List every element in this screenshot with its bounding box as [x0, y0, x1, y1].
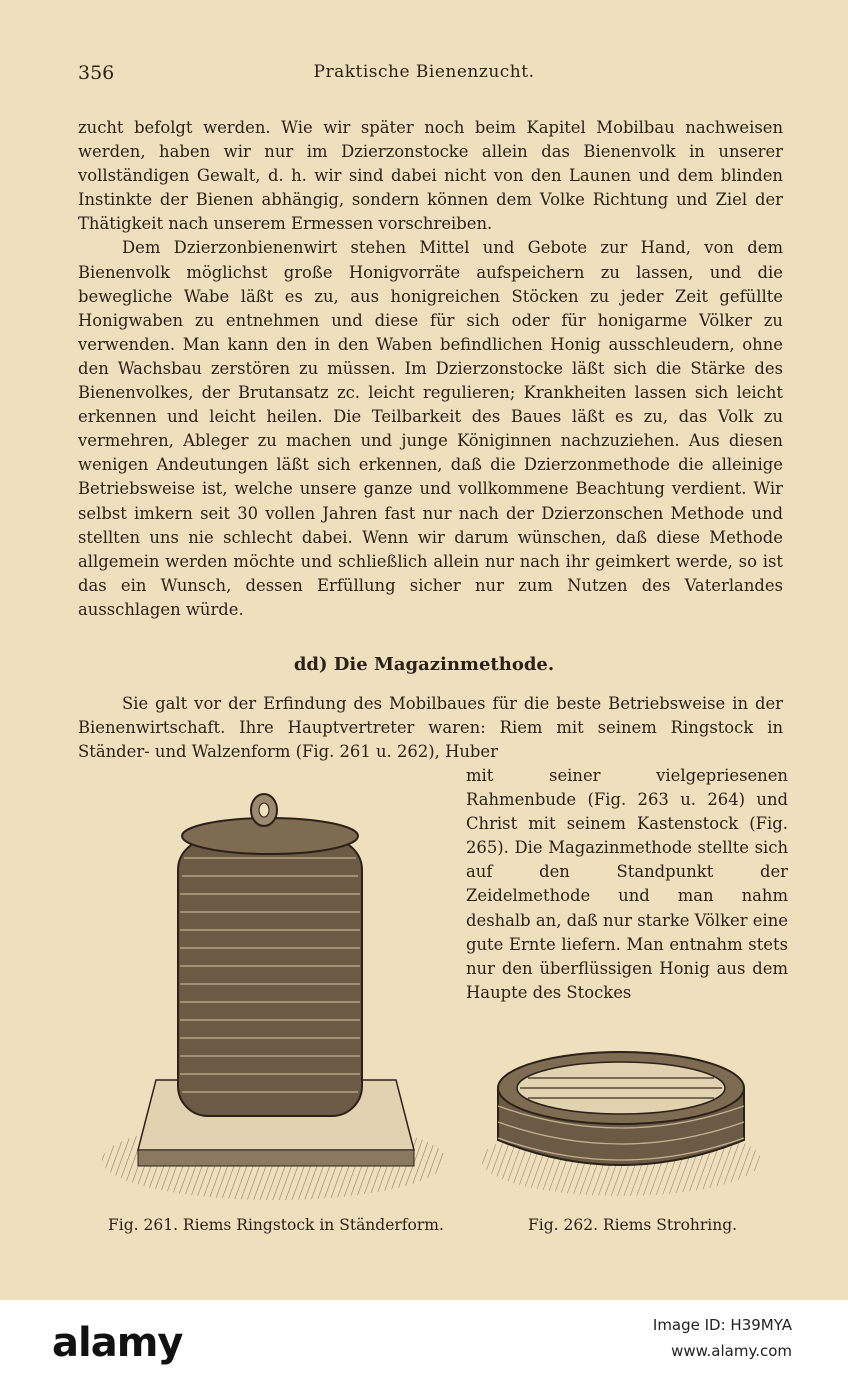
paragraph: Dem Dzierzonbienenwirt stehen Mittel und Gebote zur Hand, von dem Bienenvolk möglichst große Honigvorräte aufspeichern zu lassen, und die bewegliche Wabe läßt es zu, aus honigreichen Stöcken zu jeder Zeit gefüllte Honigwaben zu entnehmen und diese für sich oder für honigarme Völker zu verwenden. Man kann den in den Waben befindlichen Honig ausschleudern, ohne den Wachsbau zerstören zu müssen. Im Dzierzonstocke läßt sich die Stärke des Bienenvolkes, der Brutansatz zc. leicht regulieren; Krankheiten lassen sich leicht erkennen und leicht heilen. Die Teilbarkeit des Baues läßt es zu, das Volk zu vermehren, Ableger zu machen und junge Königinnen nachzuziehen. Aus diesen wenigen Andeutungen läßt sich erkennen, daß die Dzierzonmethode die alleinige Betriebsweise ist, welche unsere ganze und vollkommene Beachtung verdient. Wir selbst imkern seit 30 vollen Jahren fast nur nach der Dzierzonschen Methode und stellten uns nie schlecht dabei. Wenn wir darum wünschen, daß diese Methode allgemein werden möchte und schließlich allein nur nach ihr geimkert werde, so ist das ein Wunsch, dessen Erfüllung sicher nur zum Nutzen des Vaterlandes ausschlagen würde.	[78, 238, 783, 619]
section-continuation-paragraph: mit seiner vielgepriesenen Rahmenbude (Fig. 263 u. 264) und Christ mit seinem Kastenstock (Fig. 265). Die Magazinmethode stellte sich auf den Standpunkt der Zeidelmethode und man nahm deshalb an, daß nur starke Völker eine gute Ernte liefern. Man entnahm stets nur den überflüssigen Honig aus dem Haupte des Stockes	[466, 766, 788, 1002]
section-heading: dd) Die Magazinmethode.	[293, 654, 555, 675]
page-number: 356	[78, 62, 115, 84]
body-text	[78, 116, 783, 622]
stock-watermark-bar	[0, 1300, 848, 1390]
watermark-url: www.alamy.com	[671, 1342, 792, 1360]
section-intro-paragraph: Sie galt vor der Erfindung des Mobilbaues für die beste Betriebsweise in der Bienenwirtschaft. Ihre Hauptvertreter waren: Riem mit seinem Ringstock in Ständer- und Walzenform (Fig. 261 u. 262), Huber	[78, 694, 783, 762]
figure-strawring-illustration	[476, 1040, 766, 1200]
figure-caption: Fig. 262. Riems Strohring.	[528, 1216, 738, 1234]
figure-caption: Fig. 261. Riems Ringstock in Ständerform.	[108, 1216, 444, 1234]
figure-ringstock-illustration	[96, 790, 452, 1210]
paragraph: zucht befolgt werden. Wie wir später noch beim Kapitel Mobilbau nachweisen werden, haben wir nur im Dzierzonstocke allein das Bienenvolk in unserer vollständigen Gewalt, d. h. wir sind dabei nicht von den Launen und dem blinden Instinkte der Bienen abhängig, sondern können dem Volke Richtung und Ziel der Thätigkeit nach unserem Ermessen vorschreiben.	[78, 118, 783, 234]
alamy-logo: alamy	[52, 1320, 183, 1366]
running-title: Praktische Bienenzucht.	[313, 62, 535, 82]
image-id-label: Image ID: H39MYA	[652, 1316, 792, 1334]
